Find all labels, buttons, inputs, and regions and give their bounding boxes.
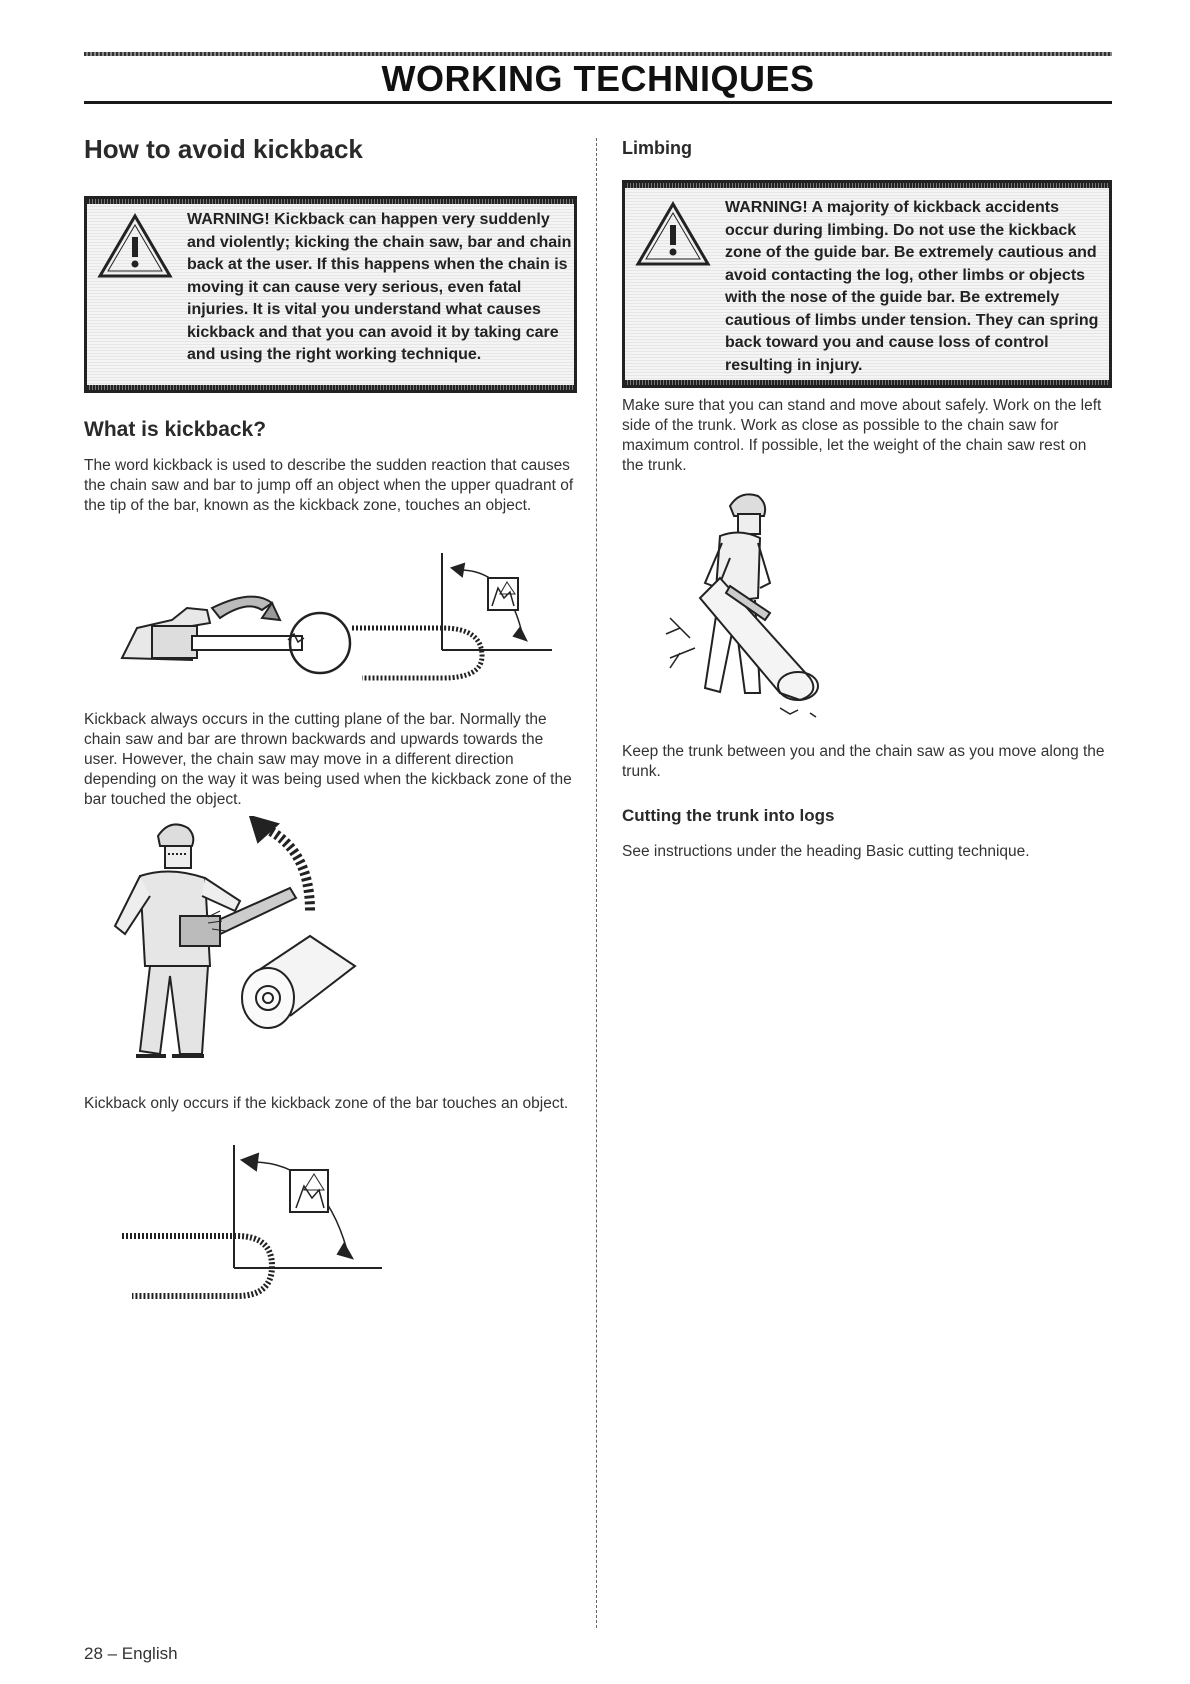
kickback-zone-figure <box>112 548 572 688</box>
bar-tip-diagram <box>352 553 552 678</box>
section-heading-limbing: Limbing <box>622 138 692 158</box>
bar-kickback-zone-figure <box>112 1140 392 1310</box>
warning-triangle-icon <box>97 213 173 279</box>
section-heading-cutting-logs: Cutting the trunk into logs <box>622 806 835 825</box>
paragraph-limbing-safety: Make sure that you can stand and move about safely. Work on the left side of the trunk. Work as close as possible to the chain saw for maximum control. If possible, let the weight of the chain saw rest on the trunk. <box>622 397 1102 474</box>
warning-triangle-icon <box>635 201 711 267</box>
paragraph-kickback-definition: The word kickback is used to describe the sudden reaction that causes the chain saw and bar to jump off an object when the upper quadrant of the tip of the bar, known as the kickback zone, touches an object. <box>84 457 574 514</box>
section-heading-what-is-kickback: What is kickback? <box>84 418 267 441</box>
paragraph-kickback-only: Kickback only occurs if the kickback zone of the bar touches an object. <box>84 1095 569 1112</box>
limbing-warning-box <box>622 180 1112 388</box>
paragraph-see-instructions: See instructions under the heading Basic cutting technique. <box>622 843 1030 860</box>
kickback-warning-text: WARNING! Kickback can happen very suddenly and violently; kicking the chain saw, bar and chain back at the user. If this happens when the chain is moving it can cause very serious, even fatal injuries. It is vital you understand what causes kickback and that you can avoid it by taking care and using the right working technique. <box>187 211 572 363</box>
limbing-figure <box>660 488 850 722</box>
header-rule-top <box>84 52 1112 56</box>
section-heading-kickback: How to avoid kickback <box>84 134 363 164</box>
paragraph-kickback-direction: Kickback always occurs in the cutting plane of the bar. Normally the chain saw and bar are thrown backwards and upwards towards the user. However, the chain saw may move in a different direction depending on the way it was being used when the kickback zone of the bar touched the object. <box>84 711 572 808</box>
page-footer: 28 – English <box>84 1644 178 1663</box>
page-title: WORKING TECHNIQUES <box>381 58 815 99</box>
operator-kickback-figure <box>110 816 380 1068</box>
column-divider <box>596 138 597 1628</box>
paragraph-keep-trunk-between: Keep the trunk between you and the chain saw as you move along the trunk. <box>622 743 1105 780</box>
limbing-warning-text: WARNING! A majority of kickback accidents occur during limbing. Do not use the kickback zone of the guide bar. Be extremely cautious and avoid contacting the log, other limbs or objects with the nose of the guide bar. Be extremely cautious of limbs under tension. They can spring back toward you and cause loss of control resulting in injury. <box>725 199 1099 374</box>
chainsaw-illustration <box>122 597 350 673</box>
kickback-warning-box <box>84 196 577 393</box>
header-rule-bottom <box>84 101 1112 104</box>
